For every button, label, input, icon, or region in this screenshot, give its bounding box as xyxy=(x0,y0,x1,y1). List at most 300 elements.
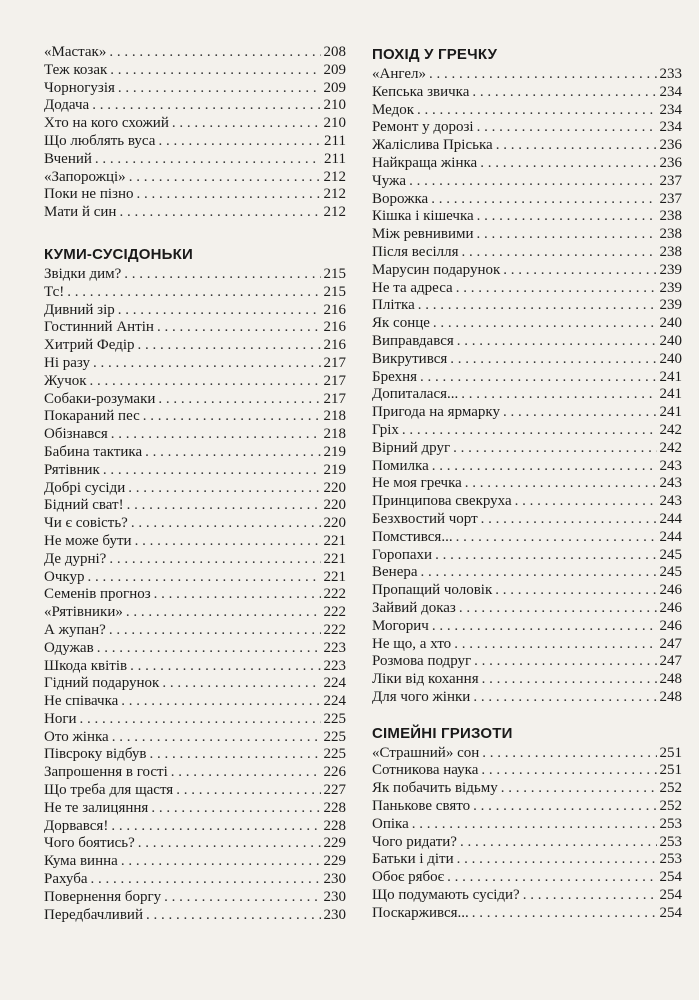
dot-leader xyxy=(131,515,321,533)
dot-leader xyxy=(126,604,321,622)
entry-title: Помилка xyxy=(372,457,429,474)
toc-entry xyxy=(372,422,682,440)
entry-title: Пропащий чоловік xyxy=(372,582,493,599)
toc-entry xyxy=(44,515,346,533)
entry-page-number: 229 xyxy=(323,835,346,852)
dot-leader xyxy=(97,640,321,658)
entry-title: Очкур xyxy=(44,568,85,585)
entry-page-number: 241 xyxy=(659,368,682,385)
toc-entry xyxy=(372,636,682,654)
toc-entry xyxy=(44,426,346,444)
entry-title: Не співачка xyxy=(44,693,119,710)
entry-title: А жупан? xyxy=(44,621,106,638)
dot-leader xyxy=(409,173,656,191)
entry-title: Рахуба xyxy=(44,871,88,888)
toc-entry xyxy=(44,284,346,302)
toc-entry xyxy=(372,244,682,262)
dot-leader xyxy=(460,834,657,852)
toc-entry xyxy=(44,444,346,462)
entry-title: Могорич xyxy=(372,617,429,634)
entry-title: Хитрий Федір xyxy=(44,337,135,354)
dot-leader xyxy=(447,869,656,887)
dot-leader xyxy=(172,115,321,133)
entry-title: Теж козак xyxy=(44,61,108,78)
entry-page-number: 241 xyxy=(659,386,682,403)
toc-entry xyxy=(372,600,682,618)
entry-title: Жучок xyxy=(44,372,87,389)
toc-entry xyxy=(44,480,346,498)
toc-entry xyxy=(372,618,682,636)
entry-title: Добрі сусіди xyxy=(44,479,126,496)
dot-leader xyxy=(477,226,657,244)
dot-leader xyxy=(111,818,320,836)
entry-page-number: 228 xyxy=(323,799,346,816)
entry-title: «Мастак» xyxy=(44,44,107,60)
toc-entry xyxy=(372,905,682,923)
entry-page-number: 234 xyxy=(659,83,682,100)
entry-page-number: 209 xyxy=(323,61,346,78)
dot-leader xyxy=(477,119,657,137)
entry-page-number: 218 xyxy=(323,408,346,425)
toc-entry xyxy=(44,355,346,373)
toc-entry xyxy=(372,226,682,244)
entry-title: Одужав xyxy=(44,639,94,656)
entry-title: Передбачливий xyxy=(44,906,143,923)
dot-leader xyxy=(90,373,321,391)
dot-leader xyxy=(477,208,657,226)
toc-entry xyxy=(372,297,682,315)
dot-leader xyxy=(450,351,656,369)
entry-title: Поскаржився... xyxy=(372,904,469,921)
entry-title: Що подумають сусіди? xyxy=(372,887,520,904)
toc-entry xyxy=(372,582,682,600)
toc-entry xyxy=(372,440,682,458)
entry-title: Що люблять вуса xyxy=(44,132,156,149)
dot-leader xyxy=(121,853,321,871)
dot-leader xyxy=(87,569,320,587)
entry-page-number: 211 xyxy=(324,150,346,167)
toc-entry xyxy=(44,97,346,115)
dot-leader xyxy=(523,887,657,905)
entry-page-number: 220 xyxy=(323,515,346,532)
entry-page-number: 253 xyxy=(659,833,682,850)
dot-leader xyxy=(145,444,320,462)
entry-page-number: 245 xyxy=(659,546,682,563)
entry-page-number: 244 xyxy=(659,528,682,545)
entry-title: «Страшний» сон xyxy=(372,744,480,761)
entry-page-number: 246 xyxy=(659,582,682,599)
dot-leader xyxy=(457,333,657,351)
entry-title: Обоє рябоє xyxy=(372,869,445,886)
entry-title: Не та адреса xyxy=(372,279,453,296)
entry-title: Для чого жінки xyxy=(372,688,471,705)
entry-title: Марусин подарунок xyxy=(372,261,501,278)
dot-leader xyxy=(157,319,321,337)
entry-title: Собаки-розумаки xyxy=(44,390,156,407)
entry-page-number: 228 xyxy=(323,817,346,834)
entry-page-number: 248 xyxy=(659,671,682,688)
toc-entry xyxy=(372,493,682,511)
entry-page-number: 215 xyxy=(323,283,346,300)
entry-title: Бідний сват! xyxy=(44,497,124,514)
dot-leader xyxy=(130,658,320,676)
entry-page-number: 242 xyxy=(659,421,682,438)
entry-page-number: 246 xyxy=(659,617,682,634)
toc-entry xyxy=(372,262,682,280)
entry-title: Рятівник xyxy=(44,461,100,478)
entry-page-number: 254 xyxy=(659,904,682,921)
dot-leader xyxy=(465,475,657,493)
entry-title: Запрошення в гості xyxy=(44,764,168,781)
entry-title: Пригода на ярмарку xyxy=(372,404,500,421)
entry-title: Ноги xyxy=(44,710,77,727)
dot-leader xyxy=(456,280,657,298)
entry-title: Що треба для щастя xyxy=(44,782,174,799)
toc-entry xyxy=(372,653,682,671)
entry-title: Ото жінка xyxy=(44,728,109,745)
toc-entry xyxy=(372,280,682,298)
dot-leader xyxy=(95,151,321,169)
entry-page-number: 224 xyxy=(323,675,346,692)
dot-leader xyxy=(112,729,321,747)
toc-entry xyxy=(44,337,346,355)
entry-title: Не те залицяння xyxy=(44,799,149,816)
entry-title: Опіка xyxy=(372,815,409,832)
dot-leader xyxy=(429,66,657,84)
dot-leader xyxy=(176,782,320,800)
toc-entry xyxy=(44,391,346,409)
entry-title: Кепська звичка xyxy=(372,83,470,100)
toc-entry xyxy=(44,373,346,391)
dot-leader xyxy=(128,480,320,498)
dot-leader xyxy=(121,693,320,711)
toc-entry xyxy=(372,404,682,422)
entry-page-number: 242 xyxy=(659,439,682,456)
entry-page-number: 217 xyxy=(323,354,346,371)
dot-leader xyxy=(109,44,320,62)
entry-page-number: 212 xyxy=(323,204,346,221)
toc-entry xyxy=(372,155,682,173)
toc-entry xyxy=(44,80,346,98)
dot-leader xyxy=(503,262,656,280)
entry-title: Чи є совість? xyxy=(44,515,128,532)
dot-leader xyxy=(138,835,321,853)
toc-entry xyxy=(372,511,682,529)
entry-page-number: 241 xyxy=(659,404,682,421)
dot-leader xyxy=(80,711,321,729)
section-gap xyxy=(44,222,346,244)
toc-entry xyxy=(372,529,682,547)
dot-leader xyxy=(127,497,321,515)
entry-title: Ліки від кохання xyxy=(372,671,479,688)
dot-leader xyxy=(432,618,657,636)
entry-page-number: 233 xyxy=(659,66,682,82)
entry-title: Вчений xyxy=(44,150,92,167)
entry-page-number: 239 xyxy=(659,297,682,314)
toc-entry xyxy=(44,604,346,622)
entry-title: Після весілля xyxy=(372,243,459,260)
entry-title: Кума винна xyxy=(44,853,118,870)
toc-entry xyxy=(372,315,682,333)
dot-leader xyxy=(109,622,321,640)
entry-title: Покараний пес xyxy=(44,408,140,425)
toc-entry xyxy=(44,782,346,800)
toc-entry xyxy=(44,62,346,80)
entry-page-number: 237 xyxy=(659,172,682,189)
dot-leader xyxy=(164,889,320,907)
section-title: ПОХІД У ГРЕЧКУ xyxy=(372,46,498,63)
toc-entry xyxy=(44,675,346,693)
toc-entry xyxy=(44,818,346,836)
toc-entry xyxy=(372,191,682,209)
dot-leader xyxy=(402,422,657,440)
toc-entry xyxy=(44,569,346,587)
dot-leader xyxy=(118,80,321,98)
entry-title: Не що, а хто xyxy=(372,635,452,652)
toc-entry xyxy=(44,800,346,818)
entry-page-number: 252 xyxy=(659,780,682,797)
dot-leader xyxy=(109,551,320,569)
dot-leader xyxy=(474,653,656,671)
entry-page-number: 226 xyxy=(323,764,346,781)
toc-entry xyxy=(372,780,682,798)
dot-leader xyxy=(435,547,656,565)
entry-title: Медок xyxy=(372,101,415,118)
dot-leader xyxy=(472,84,656,102)
toc-entry xyxy=(372,564,682,582)
toc-entry xyxy=(372,869,682,887)
dot-leader xyxy=(146,907,321,925)
dot-leader xyxy=(482,671,657,689)
dot-leader xyxy=(158,391,320,409)
entry-page-number: 225 xyxy=(323,710,346,727)
entry-page-number: 236 xyxy=(659,137,682,154)
entry-title: Допиталася... xyxy=(372,386,459,403)
toc-entry xyxy=(44,746,346,764)
toc-entry xyxy=(372,689,682,707)
entry-title: «Запорожці» xyxy=(44,168,126,185)
dot-leader xyxy=(118,302,321,320)
toc-entry xyxy=(44,853,346,871)
entry-page-number: 224 xyxy=(323,693,346,710)
entry-page-number: 247 xyxy=(659,635,682,652)
entry-page-number: 239 xyxy=(659,261,682,278)
entry-title: Між ревнивими xyxy=(372,226,474,243)
entry-page-number: 239 xyxy=(659,279,682,296)
toc-entry xyxy=(44,319,346,337)
entry-page-number: 246 xyxy=(659,599,682,616)
entry-title: Як сонце xyxy=(372,315,430,332)
entry-page-number: 220 xyxy=(323,479,346,496)
entry-page-number: 234 xyxy=(659,101,682,118)
toc-entry xyxy=(372,762,682,780)
toc-section xyxy=(44,222,346,924)
entry-title: Принципова свекруха xyxy=(372,493,512,510)
section-title: СІМЕЙНІ ГРИЗОТИ xyxy=(372,724,513,742)
toc-entry xyxy=(44,729,346,747)
dot-leader xyxy=(138,337,321,355)
toc-left-column xyxy=(44,44,346,924)
dot-leader xyxy=(454,636,656,654)
toc-entry xyxy=(372,84,682,102)
entry-title: Вірний друг xyxy=(372,439,451,456)
dot-leader xyxy=(67,284,320,302)
entry-page-number: 218 xyxy=(323,426,346,443)
dot-leader xyxy=(171,764,321,782)
toc-entry xyxy=(44,711,346,729)
entry-title: Повернення боргу xyxy=(44,888,162,905)
entry-page-number: 209 xyxy=(323,79,346,96)
entry-page-number: 225 xyxy=(323,728,346,745)
entry-title: Ні разу xyxy=(44,354,91,371)
dot-leader xyxy=(480,155,656,173)
entry-title: Дорвався! xyxy=(44,817,109,834)
toc-entry xyxy=(372,333,682,351)
toc-entry xyxy=(372,745,682,763)
toc-entry xyxy=(44,497,346,515)
toc-entry xyxy=(372,137,682,155)
toc-entry xyxy=(372,102,682,120)
entry-page-number: 208 xyxy=(323,44,346,60)
toc-section xyxy=(44,44,346,222)
toc-entry xyxy=(44,533,346,551)
toc-entry xyxy=(44,302,346,320)
entry-title: Поки не пізно xyxy=(44,186,134,203)
entry-title: Не моя гречка xyxy=(372,475,462,492)
entry-title: Звідки дим? xyxy=(44,265,122,282)
toc-entry xyxy=(44,186,346,204)
dot-leader xyxy=(129,169,321,187)
entry-page-number: 212 xyxy=(323,168,346,185)
toc-entry xyxy=(372,351,682,369)
entry-title: Помстився... xyxy=(372,528,453,545)
entry-title: Де дурні? xyxy=(44,550,107,567)
dot-leader xyxy=(503,404,657,422)
toc-entry xyxy=(44,835,346,853)
entry-title: Зайвий доказ xyxy=(372,599,456,616)
dot-leader xyxy=(501,780,657,798)
entry-page-number: 243 xyxy=(659,475,682,492)
dot-leader xyxy=(135,533,321,551)
dot-leader xyxy=(119,204,320,222)
entry-title: Батьки і діти xyxy=(372,851,454,868)
entry-page-number: 216 xyxy=(323,301,346,318)
entry-page-number: 251 xyxy=(659,762,682,779)
entry-page-number: 217 xyxy=(323,372,346,389)
toc-entry xyxy=(44,871,346,889)
entry-title: Виправдався xyxy=(372,332,454,349)
toc-entry xyxy=(44,658,346,676)
dot-leader xyxy=(472,905,657,923)
dot-leader xyxy=(124,266,320,284)
entry-page-number: 210 xyxy=(323,115,346,132)
entry-page-number: 238 xyxy=(659,243,682,260)
toc-entry xyxy=(372,834,682,852)
entry-page-number: 240 xyxy=(659,350,682,367)
entry-title: Мати й син xyxy=(44,204,117,221)
toc-entry xyxy=(44,44,346,62)
entry-page-number: 222 xyxy=(323,586,346,603)
toc-entry xyxy=(372,547,682,565)
dot-leader xyxy=(481,762,656,780)
entry-page-number: 253 xyxy=(659,851,682,868)
dot-leader xyxy=(412,816,657,834)
entry-title: Гостинний Антін xyxy=(44,319,154,336)
toc-entry xyxy=(372,369,682,387)
toc-entry xyxy=(44,586,346,604)
toc-entry xyxy=(44,266,346,284)
entry-title: Шкода квітів xyxy=(44,657,128,674)
toc-entry xyxy=(44,907,346,925)
entry-title: «Ангел» xyxy=(372,66,426,82)
entry-page-number: 248 xyxy=(659,688,682,705)
entry-page-number: 230 xyxy=(323,871,346,888)
toc-entry xyxy=(372,208,682,226)
dot-leader xyxy=(103,462,321,480)
entry-page-number: 244 xyxy=(659,510,682,527)
toc-entry xyxy=(372,386,682,404)
entry-page-number: 216 xyxy=(323,337,346,354)
dot-leader xyxy=(420,369,657,387)
entry-title: Тс! xyxy=(44,283,65,300)
entry-page-number: 230 xyxy=(323,888,346,905)
toc-right-column xyxy=(372,44,682,923)
dot-leader xyxy=(473,798,656,816)
entry-page-number: 238 xyxy=(659,208,682,225)
entry-title: Викрутився xyxy=(372,350,448,367)
entry-page-number: 236 xyxy=(659,154,682,171)
dot-leader xyxy=(457,851,657,869)
toc-entry xyxy=(44,115,346,133)
entry-page-number: 219 xyxy=(323,461,346,478)
toc-entry xyxy=(372,66,682,84)
toc-section xyxy=(372,44,682,707)
entry-title: Ворожка xyxy=(372,190,429,207)
dot-leader xyxy=(462,244,657,262)
dot-leader xyxy=(93,355,320,373)
toc-entry xyxy=(44,640,346,658)
entry-page-number: 223 xyxy=(323,657,346,674)
entry-page-number: 210 xyxy=(323,97,346,114)
dot-leader xyxy=(496,137,657,155)
entry-page-number: 240 xyxy=(659,315,682,332)
entry-page-number: 252 xyxy=(659,798,682,815)
entry-page-number: 254 xyxy=(659,887,682,904)
dot-leader xyxy=(92,97,320,115)
entry-page-number: 225 xyxy=(323,746,346,763)
entry-page-number: 247 xyxy=(659,653,682,670)
entry-page-number: 237 xyxy=(659,190,682,207)
entry-title: Жаліслива Пріська xyxy=(372,137,493,154)
dot-leader xyxy=(453,440,656,458)
dot-leader xyxy=(432,458,657,476)
entry-page-number: 254 xyxy=(659,869,682,886)
dot-leader xyxy=(459,600,657,618)
entry-page-number: 245 xyxy=(659,564,682,581)
entry-title: Півсроку відбув xyxy=(44,746,147,763)
entry-title: Найкраща жінка xyxy=(372,154,478,171)
entry-title: Брехня xyxy=(372,368,417,385)
toc-entry xyxy=(44,133,346,151)
entry-title: Чого боятись? xyxy=(44,835,135,852)
toc-section xyxy=(372,707,682,923)
entry-page-number: 230 xyxy=(323,906,346,923)
entry-title: Чорногузія xyxy=(44,79,115,96)
dot-leader xyxy=(482,745,656,763)
dot-leader xyxy=(111,426,321,444)
toc-entry xyxy=(44,551,346,569)
entry-page-number: 219 xyxy=(323,443,346,460)
